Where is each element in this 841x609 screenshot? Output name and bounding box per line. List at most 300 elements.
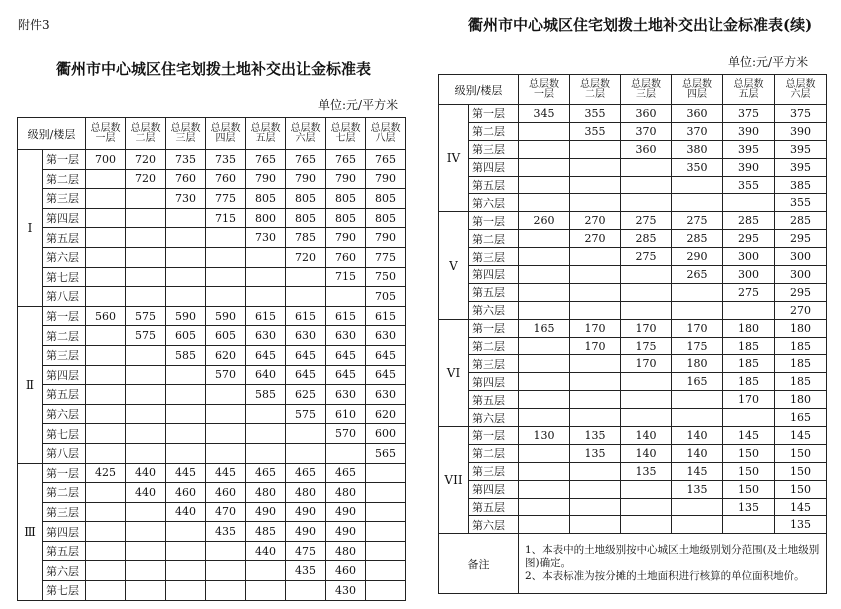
- value-cell: [366, 522, 406, 542]
- value-cell: 615: [366, 306, 406, 326]
- value-cell: [519, 444, 570, 462]
- value-cell: [166, 208, 206, 228]
- value-cell: [126, 424, 166, 444]
- floor-cell: 第二层: [469, 444, 519, 462]
- value-cell: 145: [723, 427, 775, 445]
- table-row: [439, 516, 827, 534]
- value-cell: [286, 424, 326, 444]
- table-row: [439, 337, 827, 355]
- value-cell: 355: [775, 194, 827, 212]
- value-cell: 440: [166, 502, 206, 522]
- table-row: [18, 463, 406, 483]
- value-cell: [570, 301, 621, 319]
- value-cell: [166, 561, 206, 581]
- value-cell: 645: [326, 365, 366, 385]
- floor-cell: 第五层: [43, 541, 86, 561]
- value-cell: 150: [723, 480, 775, 498]
- value-cell: 150: [775, 444, 827, 462]
- value-cell: 370: [672, 122, 723, 140]
- floor-cell: 第七层: [43, 424, 86, 444]
- value-cell: 130: [519, 427, 570, 445]
- value-cell: [672, 176, 723, 194]
- column-header-line: 总层数: [90, 122, 121, 134]
- value-cell: [366, 581, 406, 601]
- value-cell: 615: [246, 306, 286, 326]
- value-cell: 620: [206, 345, 246, 365]
- value-cell: 760: [326, 247, 366, 267]
- column-header: [621, 75, 672, 105]
- table-row: [18, 502, 406, 522]
- value-cell: 805: [246, 189, 286, 209]
- value-cell: [86, 169, 126, 189]
- value-cell: 355: [723, 176, 775, 194]
- table-row: [18, 150, 406, 170]
- floor-cell: 第五层: [469, 498, 519, 516]
- table-row: [18, 424, 406, 444]
- value-cell: [723, 409, 775, 427]
- value-cell: [86, 443, 126, 463]
- floor-cell: 第一层: [43, 306, 86, 326]
- value-cell: 375: [775, 105, 827, 123]
- value-cell: [366, 541, 406, 561]
- value-cell: 170: [723, 391, 775, 409]
- value-cell: [166, 287, 206, 307]
- value-cell: [570, 498, 621, 516]
- unit-label-continued: 单位:元/平方米: [728, 55, 809, 69]
- value-cell: [519, 248, 570, 266]
- value-cell: [672, 409, 723, 427]
- value-cell: 785: [286, 228, 326, 248]
- level-cell: VII: [439, 427, 469, 534]
- value-cell: [126, 365, 166, 385]
- value-cell: 275: [621, 212, 672, 230]
- table-row: [439, 283, 827, 301]
- value-cell: 465: [326, 463, 366, 483]
- table-row: [439, 355, 827, 373]
- value-cell: [246, 247, 286, 267]
- value-cell: 750: [366, 267, 406, 287]
- value-cell: 645: [246, 345, 286, 365]
- value-cell: 630: [366, 385, 406, 405]
- price-table-right: [438, 74, 827, 594]
- value-cell: 360: [621, 140, 672, 158]
- column-header: [672, 75, 723, 105]
- value-cell: 715: [326, 267, 366, 287]
- value-cell: 730: [166, 189, 206, 209]
- table-row: [18, 306, 406, 326]
- table-row: [18, 287, 406, 307]
- value-cell: [206, 287, 246, 307]
- value-cell: [206, 404, 246, 424]
- value-cell: 180: [775, 319, 827, 337]
- value-cell: [206, 228, 246, 248]
- table-row: [18, 326, 406, 346]
- value-cell: [86, 365, 126, 385]
- value-cell: [672, 301, 723, 319]
- floor-cell: 第四层: [43, 208, 86, 228]
- value-cell: [570, 266, 621, 284]
- column-header-line: 总层数: [529, 78, 559, 90]
- table-row: [18, 228, 406, 248]
- value-cell: [166, 443, 206, 463]
- value-cell: [86, 247, 126, 267]
- column-header-line: 二层: [135, 132, 156, 144]
- value-cell: [519, 462, 570, 480]
- value-cell: 145: [775, 427, 827, 445]
- value-cell: [570, 158, 621, 176]
- value-cell: [286, 267, 326, 287]
- table-row: [439, 194, 827, 212]
- value-cell: 630: [326, 385, 366, 405]
- value-cell: [519, 301, 570, 319]
- column-header-line: 总层数: [330, 122, 361, 134]
- column-header: [519, 75, 570, 105]
- floor-cell: 第一层: [43, 150, 86, 170]
- value-cell: [366, 483, 406, 503]
- value-cell: [86, 287, 126, 307]
- value-cell: [621, 516, 672, 534]
- value-cell: [621, 409, 672, 427]
- table-row: [18, 189, 406, 209]
- value-cell: 430: [326, 581, 366, 601]
- value-cell: [621, 283, 672, 301]
- floor-cell: 第三层: [43, 189, 86, 209]
- value-cell: [621, 391, 672, 409]
- value-cell: 715: [206, 208, 246, 228]
- value-cell: [206, 385, 246, 405]
- value-cell: [519, 337, 570, 355]
- floor-cell: 第八层: [43, 443, 86, 463]
- value-cell: [206, 541, 246, 561]
- value-cell: 390: [775, 122, 827, 140]
- value-cell: [246, 404, 286, 424]
- value-cell: 300: [775, 248, 827, 266]
- table-row: [18, 404, 406, 424]
- value-cell: 575: [286, 404, 326, 424]
- value-cell: [246, 443, 286, 463]
- value-cell: [570, 355, 621, 373]
- unit-label: 单位:元/平方米: [318, 98, 399, 112]
- value-cell: 150: [723, 462, 775, 480]
- value-cell: 490: [286, 502, 326, 522]
- note-line: 2、本表标准为按分摊的土地面积进行核算的单位面积地价。: [525, 570, 805, 583]
- floor-cell: 第八层: [43, 287, 86, 307]
- value-cell: 385: [775, 176, 827, 194]
- floor-cell: 第一层: [469, 319, 519, 337]
- level-cell: V: [439, 212, 469, 319]
- value-cell: 560: [86, 306, 126, 326]
- floor-cell: 第一层: [43, 463, 86, 483]
- column-header-line: 总层数: [631, 78, 661, 90]
- floor-cell: 第四层: [43, 365, 86, 385]
- value-cell: 150: [775, 480, 827, 498]
- column-header-line: 三层: [636, 88, 656, 100]
- value-cell: 140: [621, 427, 672, 445]
- column-header-line: 总层数: [130, 122, 161, 134]
- value-cell: 575: [126, 306, 166, 326]
- value-cell: [126, 404, 166, 424]
- value-cell: [126, 581, 166, 601]
- value-cell: [326, 287, 366, 307]
- notes-text: [519, 534, 827, 594]
- floor-cell: 第四层: [469, 373, 519, 391]
- value-cell: 490: [326, 502, 366, 522]
- value-cell: 285: [672, 230, 723, 248]
- value-cell: 465: [286, 463, 326, 483]
- value-cell: 720: [126, 169, 166, 189]
- table-row: [18, 247, 406, 267]
- value-cell: [570, 462, 621, 480]
- table-row: [439, 212, 827, 230]
- value-cell: 460: [166, 483, 206, 503]
- floor-cell: 第一层: [469, 427, 519, 445]
- value-cell: 170: [570, 319, 621, 337]
- value-cell: [246, 581, 286, 601]
- level-floor-header: 级别/楼层: [18, 118, 86, 150]
- value-cell: 735: [166, 150, 206, 170]
- value-cell: 275: [621, 248, 672, 266]
- value-cell: [206, 561, 246, 581]
- value-cell: 600: [366, 424, 406, 444]
- value-cell: 605: [206, 326, 246, 346]
- value-cell: 480: [246, 483, 286, 503]
- value-cell: 570: [326, 424, 366, 444]
- column-header-line: 总层数: [370, 122, 401, 134]
- value-cell: [166, 541, 206, 561]
- table-row: [439, 230, 827, 248]
- level-cell: IV: [439, 105, 469, 212]
- value-cell: [246, 561, 286, 581]
- floor-cell: 第二层: [469, 122, 519, 140]
- value-cell: 630: [246, 326, 286, 346]
- value-cell: 585: [246, 385, 286, 405]
- table-row: [18, 581, 406, 601]
- value-cell: 145: [775, 498, 827, 516]
- value-cell: 275: [723, 283, 775, 301]
- floor-cell: 第五层: [43, 228, 86, 248]
- value-cell: [621, 158, 672, 176]
- table-row: [18, 385, 406, 405]
- value-cell: [166, 228, 206, 248]
- column-header-line: 六层: [790, 88, 811, 100]
- value-cell: 380: [672, 140, 723, 158]
- value-cell: [206, 424, 246, 444]
- floor-cell: 第三层: [469, 248, 519, 266]
- table-row: [18, 208, 406, 228]
- floor-cell: 第六层: [43, 247, 86, 267]
- level-floor-header: 级别/楼层: [439, 75, 519, 105]
- table-row: [439, 498, 827, 516]
- value-cell: 270: [570, 212, 621, 230]
- value-cell: [621, 176, 672, 194]
- value-cell: [519, 355, 570, 373]
- value-cell: 790: [246, 169, 286, 189]
- value-cell: 630: [286, 326, 326, 346]
- value-cell: 260: [519, 212, 570, 230]
- value-cell: 720: [126, 150, 166, 170]
- value-cell: [519, 140, 570, 158]
- value-cell: 170: [621, 355, 672, 373]
- floor-cell: 第六层: [469, 194, 519, 212]
- value-cell: [126, 385, 166, 405]
- column-header: [570, 75, 621, 105]
- value-cell: 460: [326, 561, 366, 581]
- value-cell: 300: [775, 266, 827, 284]
- value-cell: [166, 581, 206, 601]
- value-cell: [86, 561, 126, 581]
- table-row: [439, 158, 827, 176]
- column-header-line: 四层: [687, 88, 707, 100]
- header-row: [439, 75, 827, 105]
- value-cell: 445: [206, 463, 246, 483]
- column-header-line: 六层: [295, 132, 316, 144]
- value-cell: 345: [519, 105, 570, 123]
- notes-label: 备注: [439, 534, 519, 594]
- value-cell: 630: [326, 326, 366, 346]
- value-cell: [570, 283, 621, 301]
- value-cell: [286, 443, 326, 463]
- value-cell: 295: [775, 283, 827, 301]
- value-cell: 395: [723, 140, 775, 158]
- value-cell: [723, 301, 775, 319]
- value-cell: [519, 409, 570, 427]
- value-cell: [672, 283, 723, 301]
- value-cell: 700: [86, 150, 126, 170]
- floor-cell: 第三层: [43, 345, 86, 365]
- table-row: [439, 480, 827, 498]
- value-cell: [723, 516, 775, 534]
- value-cell: [519, 498, 570, 516]
- value-cell: [621, 373, 672, 391]
- value-cell: 435: [206, 522, 246, 542]
- value-cell: [621, 480, 672, 498]
- value-cell: [86, 483, 126, 503]
- floor-cell: 第五层: [469, 176, 519, 194]
- value-cell: [570, 140, 621, 158]
- value-cell: 135: [570, 427, 621, 445]
- value-cell: 765: [246, 150, 286, 170]
- value-cell: [621, 266, 672, 284]
- continued-title: 衢州市中心城区住宅划拨土地补交出让金标准表(续): [468, 16, 813, 34]
- floor-cell: 第六层: [469, 516, 519, 534]
- value-cell: 140: [672, 427, 723, 445]
- value-cell: 485: [246, 522, 286, 542]
- value-cell: [246, 267, 286, 287]
- column-header-line: 五层: [255, 132, 276, 144]
- value-cell: 480: [286, 483, 326, 503]
- value-cell: 285: [723, 212, 775, 230]
- floor-cell: 第五层: [469, 283, 519, 301]
- value-cell: 390: [723, 122, 775, 140]
- value-cell: 440: [126, 463, 166, 483]
- value-cell: [86, 404, 126, 424]
- value-cell: 620: [366, 404, 406, 424]
- value-cell: 135: [775, 516, 827, 534]
- column-header-line: 总层数: [170, 122, 201, 134]
- column-header: [286, 118, 326, 150]
- value-cell: [519, 373, 570, 391]
- value-cell: 300: [723, 266, 775, 284]
- value-cell: 360: [672, 105, 723, 123]
- value-cell: 170: [621, 319, 672, 337]
- table-row: [439, 319, 827, 337]
- value-cell: 805: [366, 208, 406, 228]
- table-row: [18, 443, 406, 463]
- level-cell: VI: [439, 319, 469, 426]
- value-cell: [206, 267, 246, 287]
- value-cell: 615: [286, 306, 326, 326]
- value-cell: [86, 228, 126, 248]
- column-header: [126, 118, 166, 150]
- table-row: [439, 409, 827, 427]
- value-cell: 185: [723, 373, 775, 391]
- floor-cell: 第五层: [469, 391, 519, 409]
- value-cell: 645: [366, 345, 406, 365]
- value-cell: [166, 267, 206, 287]
- note-line: 1、本表中的土地级别按中心城区土地级别划分范围(及土地级别图)确定。: [525, 544, 820, 570]
- value-cell: 165: [775, 409, 827, 427]
- value-cell: [519, 194, 570, 212]
- value-cell: [366, 561, 406, 581]
- value-cell: 140: [621, 444, 672, 462]
- value-cell: [126, 522, 166, 542]
- value-cell: 765: [366, 150, 406, 170]
- value-cell: 490: [246, 502, 286, 522]
- value-cell: [570, 176, 621, 194]
- value-cell: 790: [326, 228, 366, 248]
- value-cell: 445: [166, 463, 206, 483]
- table-row: [439, 391, 827, 409]
- value-cell: 185: [775, 373, 827, 391]
- value-cell: 760: [206, 169, 246, 189]
- annex-label: 附件3: [18, 18, 50, 32]
- value-cell: 480: [326, 541, 366, 561]
- value-cell: [126, 443, 166, 463]
- value-cell: 270: [775, 301, 827, 319]
- value-cell: 170: [672, 319, 723, 337]
- floor-cell: 第六层: [469, 409, 519, 427]
- value-cell: [519, 176, 570, 194]
- value-cell: [519, 480, 570, 498]
- value-cell: 135: [570, 444, 621, 462]
- value-cell: [206, 247, 246, 267]
- value-cell: [166, 404, 206, 424]
- column-header-line: 总层数: [682, 78, 712, 90]
- value-cell: 350: [672, 158, 723, 176]
- value-cell: 605: [166, 326, 206, 346]
- value-cell: 390: [723, 158, 775, 176]
- value-cell: 275: [672, 212, 723, 230]
- column-header-line: 总层数: [210, 122, 241, 134]
- value-cell: [672, 498, 723, 516]
- value-cell: [126, 208, 166, 228]
- value-cell: 490: [286, 522, 326, 542]
- value-cell: 370: [621, 122, 672, 140]
- value-cell: 295: [775, 230, 827, 248]
- value-cell: [519, 283, 570, 301]
- value-cell: [166, 424, 206, 444]
- value-cell: [86, 541, 126, 561]
- value-cell: [672, 516, 723, 534]
- value-cell: 395: [775, 140, 827, 158]
- column-header: [326, 118, 366, 150]
- value-cell: 290: [672, 248, 723, 266]
- value-cell: 775: [206, 189, 246, 209]
- value-cell: 440: [126, 483, 166, 503]
- value-cell: [126, 228, 166, 248]
- value-cell: [166, 247, 206, 267]
- table-row: [18, 345, 406, 365]
